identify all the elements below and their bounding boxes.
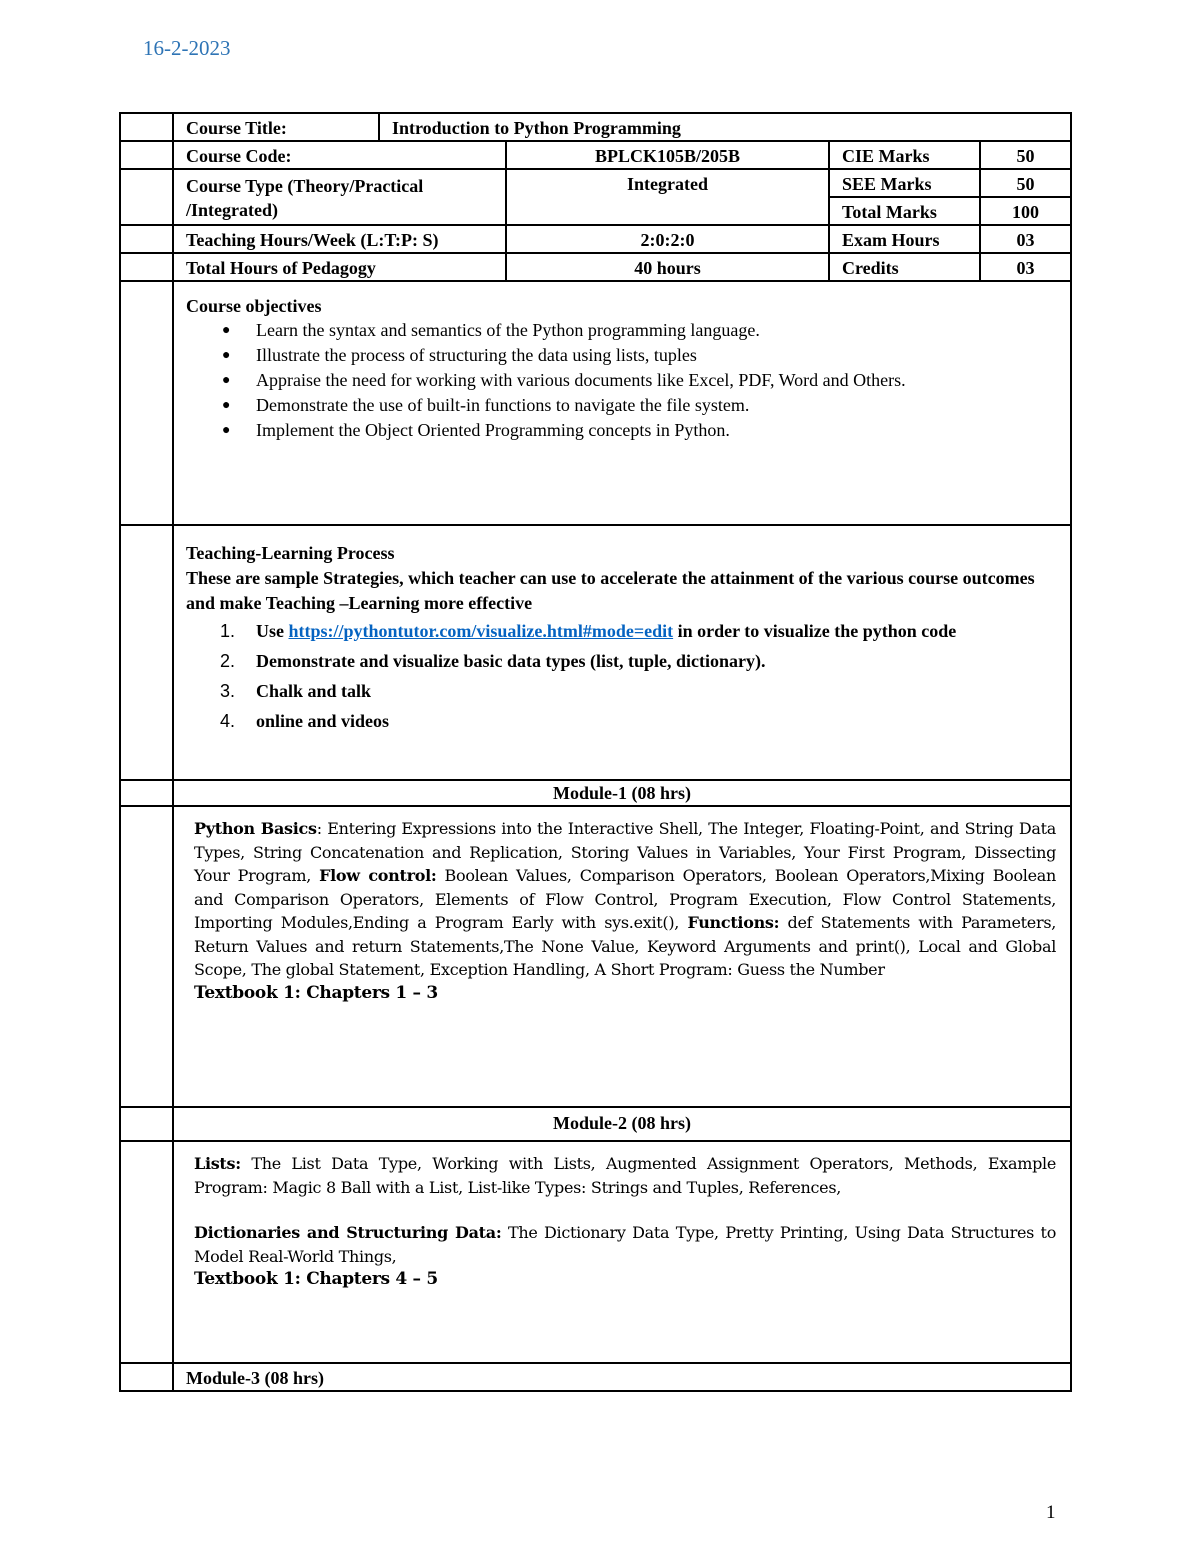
list-number: 3.: [220, 681, 236, 701]
list-item: ● Illustrate the process of structuring the data using lists, tuples: [256, 343, 1058, 368]
margin-cell: [120, 113, 173, 141]
list-item: ● Appraise the need for working with various documents like Excel, PDF, Word and Others.: [256, 368, 1058, 393]
tlp-item1-prefix: Use: [256, 621, 289, 641]
pedagogy-label: Total Hours of Pedagogy: [186, 258, 376, 278]
margin-cell: [120, 141, 173, 169]
margin-cell: [120, 1141, 173, 1363]
list-number: 1.: [220, 621, 236, 641]
row-teaching-hours: [120, 225, 1071, 253]
module1-heading-python-basics: Python Basics: [194, 819, 317, 838]
course-title-value: Introduction to Python Programming: [392, 118, 681, 138]
list-item: ● Implement the Object Oriented Programming concepts in Python.: [256, 418, 1058, 443]
module1-text-1: : Entering Expressions into the Interactive Shell, The Integer, Floating-Point, and String Data Types, String Concatenation and Replication, Storing Values in Variables, Your First Program, Dissecting Your Program,: [194, 819, 1057, 885]
row-module1-content: [120, 806, 1071, 1107]
module1-text-3: def Statements with Parameters, Return Values and return Statements,The None Value, Keyword Arguments and print(), Local and Global Scope, The global Statement, Exception Handling, A Short Program: Guess the Number: [194, 913, 1057, 979]
see-marks-value: 50: [1016, 174, 1035, 194]
tlp-item4: online and videos: [256, 711, 390, 731]
credits-label: Credits: [842, 258, 899, 278]
course-code-value: BPLCK105B/205B: [594, 146, 741, 166]
row-module1-header: [120, 780, 1071, 806]
module1-text-2: Boolean Values, Comparison Operators, Boolean Operators,Mixing Boolean and Comparison Operators, Elements of Flow Control, Program Execution, Flow Control Statements, Importing Modules,Ending a Program Early with sys.exit(),: [194, 866, 1057, 932]
cie-marks-value: 50: [1016, 146, 1035, 166]
exam-hours-label: Exam Hours: [842, 230, 940, 250]
margin-cell: [120, 281, 173, 525]
pythontutor-link[interactable]: https://pythontutor.com/visualize.html#mode=edit: [288, 621, 674, 641]
row-teaching-learning: [120, 525, 1071, 780]
row-module2-header: [120, 1107, 1071, 1141]
syllabus-table: [119, 112, 1072, 1392]
see-marks-label: SEE Marks: [842, 174, 932, 194]
course-code-label: Course Code:: [186, 146, 292, 166]
spacer: [194, 1199, 1056, 1221]
row-module2-content: [120, 1141, 1071, 1363]
module2-heading-dictionaries: Dictionaries and Structuring Data:: [194, 1223, 502, 1242]
teaching-hours-value: 2:0:2:0: [640, 230, 695, 250]
margin-cell: [120, 253, 173, 281]
row-module3-header: [120, 1363, 1071, 1391]
row-course-objectives: [120, 281, 1071, 525]
list-item: [220, 646, 1058, 676]
cie-marks-label: CIE Marks: [842, 146, 930, 166]
course-type-label: Course Type (Theory/Practical /Integrated): [186, 176, 424, 220]
module2-textbook: Textbook 1: Chapters 4 – 5: [194, 1269, 438, 1289]
page-number: 1: [1046, 1502, 1056, 1523]
tlp-item1-suffix: in order to visualize the python code: [673, 621, 957, 641]
module2-text-2: The Dictionary Data Type, Pretty Printing, Using Data Structures to Model Real-World Things,: [194, 1223, 1057, 1266]
margin-cell: [120, 525, 173, 780]
row-course-code: [120, 141, 1071, 169]
total-marks-label: Total Marks: [842, 202, 937, 222]
list-item: ● Learn the syntax and semantics of the Python programming language.: [256, 318, 1058, 343]
list-item: ● Demonstrate the use of built-in functions to navigate the file system.: [256, 393, 1058, 418]
margin-cell: [120, 1363, 173, 1391]
list-item: [220, 676, 1058, 706]
course-title-label: Course Title:: [186, 118, 287, 138]
document-date: 16-2-2023: [143, 36, 231, 60]
margin-cell: [120, 225, 173, 253]
row-course-type: [120, 169, 1071, 197]
list-item: [220, 706, 1058, 736]
module2-text-1: The List Data Type, Working with Lists, Augmented Assignment Operators, Methods, Example Program: Magic 8 Ball with a List, List-like Types: Strings and Tuples, References,: [194, 1154, 1057, 1197]
list-number: 4.: [220, 711, 236, 731]
tlp-list: [186, 616, 1058, 736]
total-marks-value: 100: [1012, 202, 1040, 222]
module1-content: [174, 807, 1070, 1005]
list-item: [220, 616, 1058, 646]
module3-header: Module-3 (08 hrs): [186, 1368, 324, 1388]
module1-heading-flow-control: Flow control:: [319, 866, 437, 885]
exam-hours-value: 03: [1016, 230, 1035, 250]
module1-heading-functions: Functions:: [687, 913, 780, 932]
tlp-title: Teaching-Learning Process: [186, 543, 395, 563]
margin-cell: [120, 1107, 173, 1141]
course-title-label-cell: [173, 113, 379, 141]
tlp-description: These are sample Strategies, which teacher can use to accelerate the attainment of the various course outcomes and make Teaching –Learning more effective: [186, 568, 1035, 613]
module2-heading-lists: Lists:: [194, 1154, 241, 1173]
module1-textbook: Textbook 1: Chapters 1 – 3: [194, 982, 438, 1003]
pedagogy-value: 40 hours: [634, 258, 701, 278]
margin-cell: [120, 780, 173, 806]
course-title-value-cell: [379, 113, 1071, 141]
margin-cell: [120, 169, 173, 225]
tlp-item3: Chalk and talk: [256, 681, 372, 701]
row-course-title: [120, 113, 1071, 141]
margin-cell: [120, 806, 173, 1107]
list-number: 2.: [220, 651, 236, 671]
row-pedagogy: [120, 253, 1071, 281]
objectives-title: Course objectives: [186, 296, 322, 316]
module1-header: Module-1 (08 hrs): [553, 783, 692, 803]
course-type-value: Integrated: [627, 174, 708, 194]
credits-value: 03: [1016, 258, 1035, 278]
teaching-hours-label: Teaching Hours/Week (L:T:P: S): [186, 230, 439, 250]
module2-content: [174, 1142, 1070, 1292]
objectives-list: [186, 318, 1058, 443]
tlp-item2: Demonstrate and visualize basic data types (list, tuple, dictionary).: [256, 651, 766, 671]
module2-header: Module-2 (08 hrs): [553, 1113, 692, 1133]
